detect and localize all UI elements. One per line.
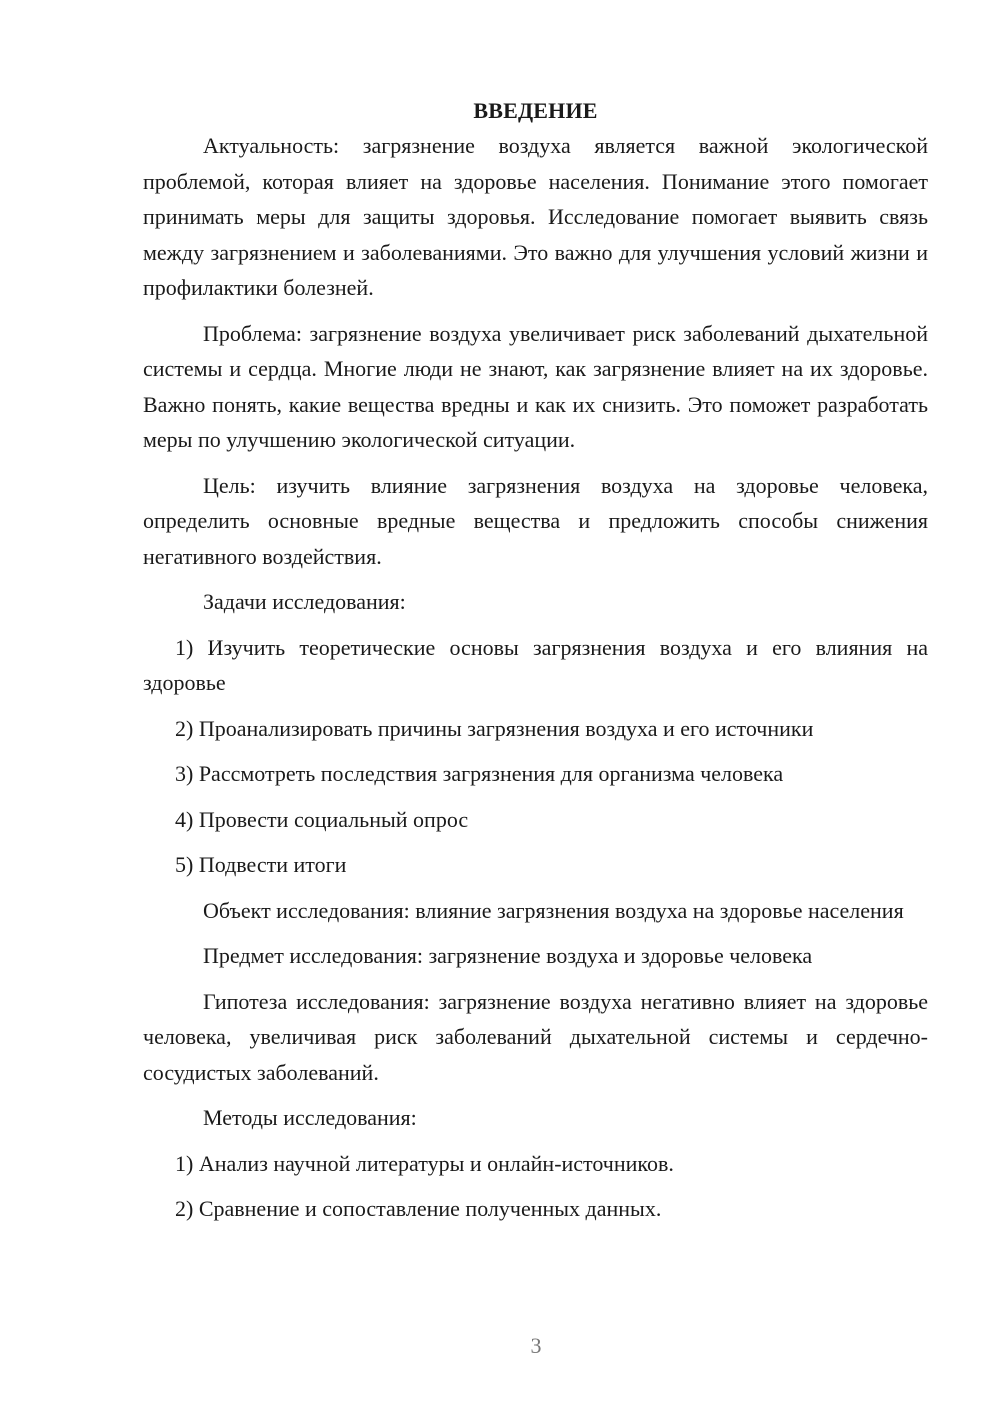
page-number: 3 <box>530 1333 542 1358</box>
subject-paragraph: Предмет исследования: загрязнение воздуха и здоровье человека <box>203 943 813 968</box>
relevance-paragraph: Актуальность: загрязнение воздуха является важной экологической проблемой, которая влияет на здоровье населения. Понимание этого помогает принимать меры для защиты здоровья. Исследование помогает выявить связь между загрязнением и заболеваниями. Это важно для улучшения условий жизни и профилактики болезней. <box>143 133 928 300</box>
document-body <box>143 96 928 1237</box>
task-item: 5) Подвести итоги <box>175 852 347 877</box>
task-item: 4) Провести социальный опрос <box>175 806 469 832</box>
problem-paragraph: Проблема: загрязнение воздуха увеличивает риск заболеваний дыхательной системы и сердца. Многие люди не знают, как загрязнение влияет на их здоровье. Важно понять, какие вещества вредны и как их снизить. Это поможет разработать меры по улучшению экологической ситуации. <box>143 320 928 452</box>
methods-heading: Методы исследования: <box>203 1105 417 1130</box>
goal-paragraph: Цель: изучить влияние загрязнения воздуха на здоровье человека, определить основные вредные вещества и предложить способы снижения негативного воздействия. <box>143 472 928 569</box>
method-item: 1) Анализ научной литературы и онлайн-источников. <box>175 1150 674 1176</box>
task-item: 3) Рассмотреть последствия загрязнения для организма человека <box>175 761 784 786</box>
method-item: 2) Сравнение и сопоставление полученных данных. <box>175 1196 662 1221</box>
page-title: ВВЕДЕНИЕ <box>473 98 598 123</box>
hypothesis-paragraph: Гипотеза исследования: загрязнение воздуха негативно влияет на здоровье человека, увеличивая риск заболеваний дыхательной системы и сердечно-сосудистых заболеваний. <box>143 988 928 1085</box>
object-paragraph: Объект исследования: влияние загрязнения воздуха на здоровье населения <box>203 897 904 923</box>
task-item: 2) Проанализировать причины загрязнения воздуха и его источники <box>175 715 814 741</box>
task-item: 1) Изучить теоретические основы загрязнения воздуха и его влияния на здоровье <box>143 634 928 695</box>
tasks-heading: Задачи исследования: <box>203 589 406 614</box>
